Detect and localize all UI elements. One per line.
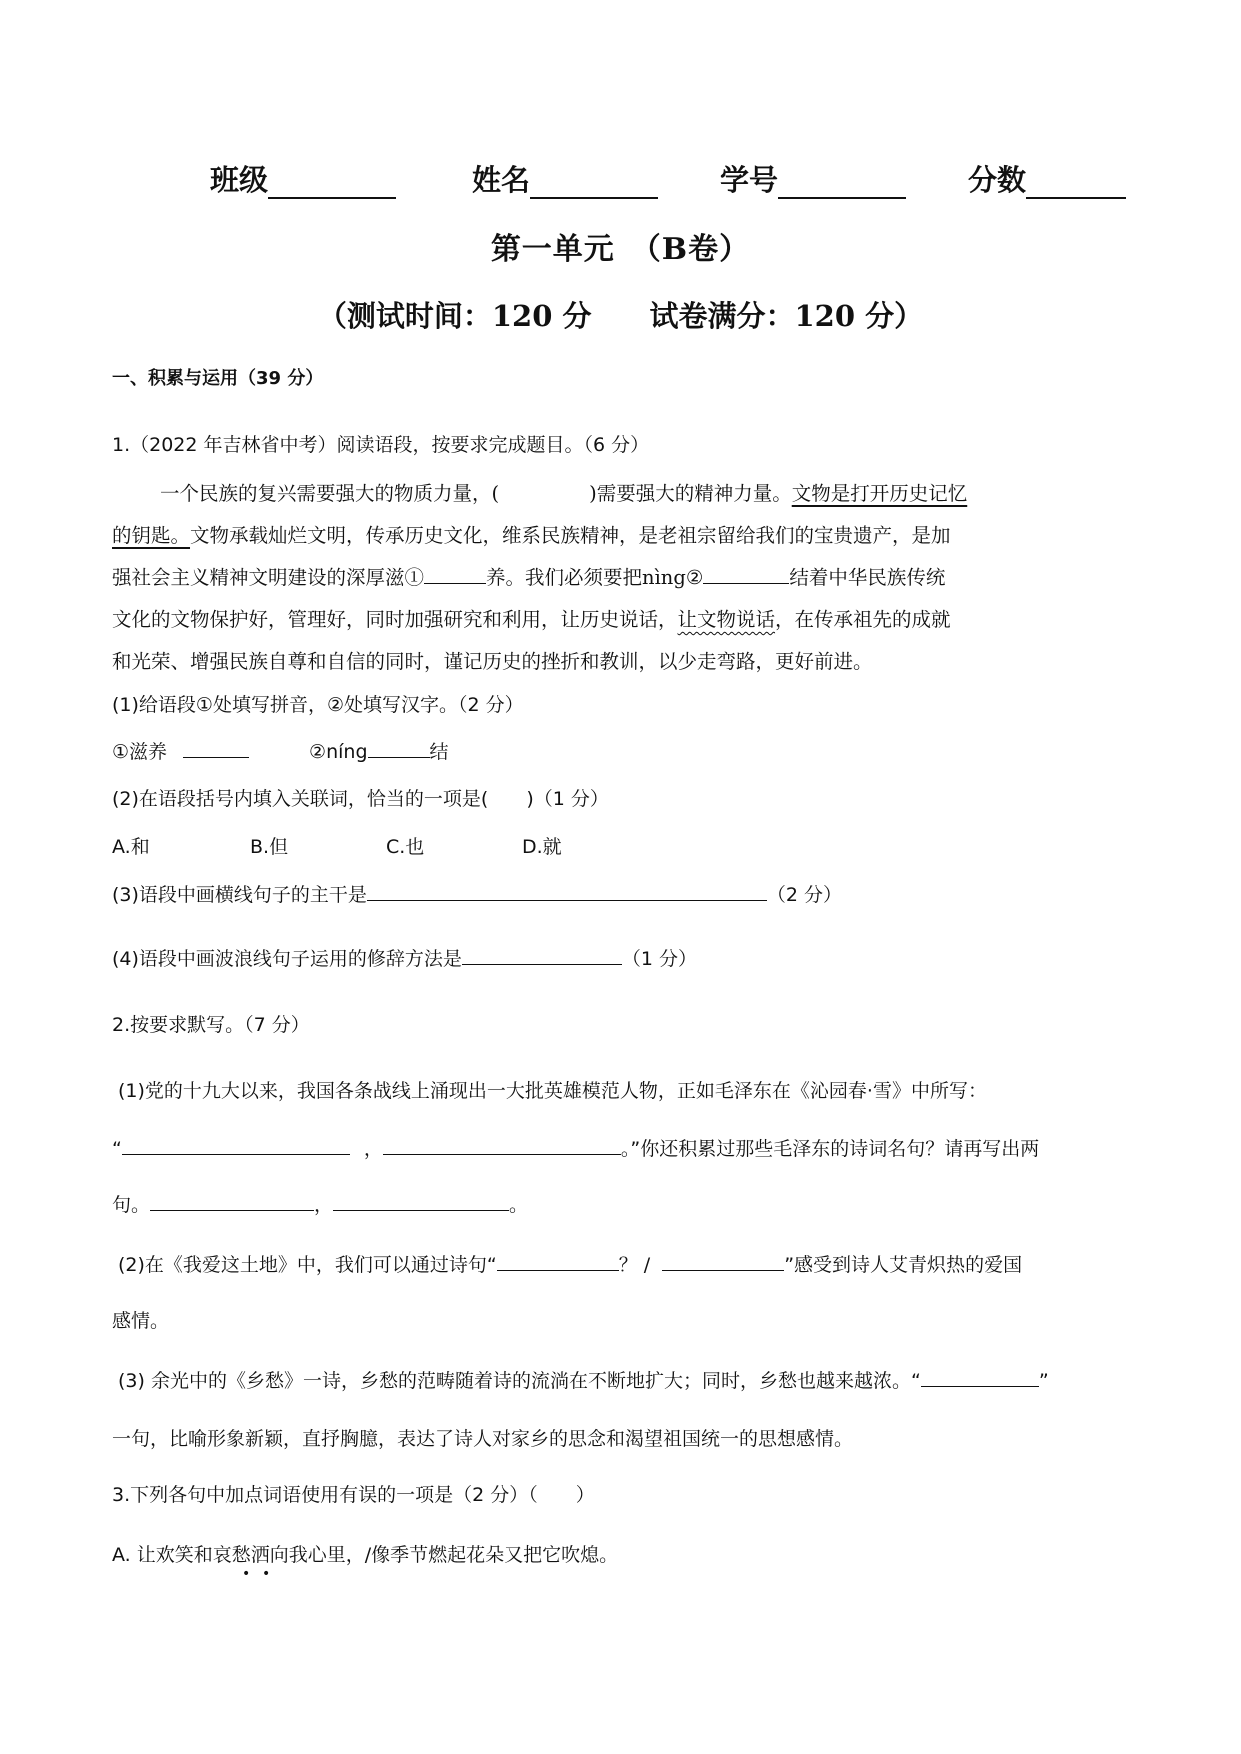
- poem-blank-6[interactable]: [662, 1250, 784, 1271]
- sub4-answer-blank[interactable]: [462, 944, 622, 965]
- exam-title: 第一单元 （B卷）: [490, 232, 751, 267]
- name-field: [472, 158, 658, 199]
- q1-sub1: (1)给语段①处填写拼音，②处填写汉字。（2 分）: [112, 694, 524, 716]
- poem-blank-1[interactable]: [122, 1134, 350, 1155]
- option-a[interactable]: A.和: [112, 836, 150, 858]
- q2-stem: 2.按要求默写。（7 分）: [112, 1014, 310, 1036]
- poem-blank-7[interactable]: [921, 1366, 1039, 1387]
- underlined-sentence-part1: 文物是打开历史记忆: [791, 482, 968, 505]
- q1-sub4: (4)语段中画波浪线句子运用的修辞方法是 （1 分）: [112, 944, 697, 971]
- exam-subtitle: （测试时间：120 分 试卷满分：120 分）: [317, 299, 924, 333]
- option-c[interactable]: C.也: [386, 836, 425, 858]
- q1-sub3: (3)语段中画横线句子的主干是 （2 分）: [112, 880, 842, 907]
- emphasis-dot: •: [242, 1566, 251, 1582]
- poem-blank-3[interactable]: [150, 1190, 314, 1211]
- q2-s2-line1: (2)在《我爱这土地》中，我们可以通过诗句“ ？ / ”感受到诗人艾青炽热的爱国: [118, 1250, 1022, 1277]
- score-field: [968, 158, 1126, 199]
- q1-stem: 1.（2022 年吉林省中考）阅读语段，按要求完成题目。（6 分）: [112, 434, 650, 456]
- passage-line-3: 强社会主义精神文明建设的深厚滋① 养。我们必须要把nìng② 结着中华民族传统: [112, 562, 945, 590]
- blank-1[interactable]: [424, 563, 486, 584]
- name-blank[interactable]: [530, 167, 658, 199]
- underlined-sentence-part2: 的钥匙。: [112, 524, 191, 547]
- option-b[interactable]: B.但: [250, 836, 289, 858]
- wavy-underlined-sentence: 让文物说话: [677, 608, 776, 631]
- score-blank[interactable]: [1026, 167, 1126, 199]
- emphasis-dot: •: [262, 1566, 271, 1582]
- class-label: 班级: [210, 163, 269, 197]
- pinyin-answer-blank[interactable]: [183, 737, 249, 758]
- q3-option-a[interactable]: A. 让欢笑和哀愁洒向我心里，/像季节燃起花朵又把它吹熄。: [112, 1544, 619, 1566]
- option-d[interactable]: D.就: [522, 836, 562, 858]
- passage-line-2: 的钥匙。文物承载灿烂文明，传承历史文化，维系民族精神，是老祖宗留给我们的宝贵遗产，是加: [112, 524, 951, 547]
- q2-s1-line2: “ ， 。”你还积累过那些毛泽东的诗词名句？请再写出两: [112, 1134, 1039, 1161]
- poem-blank-4[interactable]: [333, 1190, 509, 1211]
- passage-line-4: 文化的文物保护好，管理好，同时加强研究和利用，让历史说话，让文物说话，在传承祖先的成就: [112, 608, 951, 631]
- q2-s1-line1: (1)党的十九大以来，我国各条战线上涌现出一大批英雄模范人物，正如毛泽东在《沁园春·雪》中所写：: [118, 1080, 987, 1102]
- q2-s1-line3: 句。 ， 。: [112, 1190, 528, 1217]
- q3-stem: 3.下列各句中加点词语使用有误的一项是（2 分）（ ）: [112, 1484, 595, 1506]
- q2-s2-line2: 感情。: [112, 1310, 170, 1332]
- student-number-field: [720, 158, 906, 199]
- student-number-blank[interactable]: [778, 167, 906, 199]
- poem-blank-2[interactable]: [383, 1134, 621, 1155]
- passage-line-1: 一个民族的复兴需要强大的物质力量，( )需要强大的精神力量。文物是打开历史记忆: [160, 482, 968, 505]
- q2-s3-line2: 一句，比喻形象新颖，直抒胸臆，表达了诗人对家乡的思念和渴望祖国统一的思想感情。: [112, 1428, 854, 1450]
- student-number-label: 学号: [720, 163, 779, 197]
- poem-blank-5[interactable]: [497, 1250, 619, 1271]
- section-heading: 一、积累与运用（39 分）: [112, 368, 324, 389]
- q2-s3-line1: (3) 余光中的《乡愁》一诗，乡愁的范畴随着诗的流淌在不断地扩大；同时，乡愁也越来越浓。“ ”: [118, 1366, 1049, 1393]
- passage-line-5: 和光荣、增强民族自尊和自信的同时，谨记历史的挫折和教训，以少走弯路，更好前进。: [112, 650, 873, 673]
- class-field: [210, 158, 396, 199]
- blank-2[interactable]: [703, 563, 789, 584]
- student-info-row: [210, 158, 1130, 198]
- name-label: 姓名: [472, 163, 531, 197]
- sub3-answer-blank[interactable]: [367, 880, 767, 901]
- score-label: 分数: [968, 163, 1027, 197]
- class-blank[interactable]: [268, 167, 396, 199]
- q1-sub2: (2)在语段括号内填入关联词，恰当的一项是( )（1 分）: [112, 788, 609, 810]
- q1-sub1-answers: ①滋养 ②níng 结: [112, 737, 449, 764]
- hanzi-answer-blank[interactable]: [368, 737, 430, 758]
